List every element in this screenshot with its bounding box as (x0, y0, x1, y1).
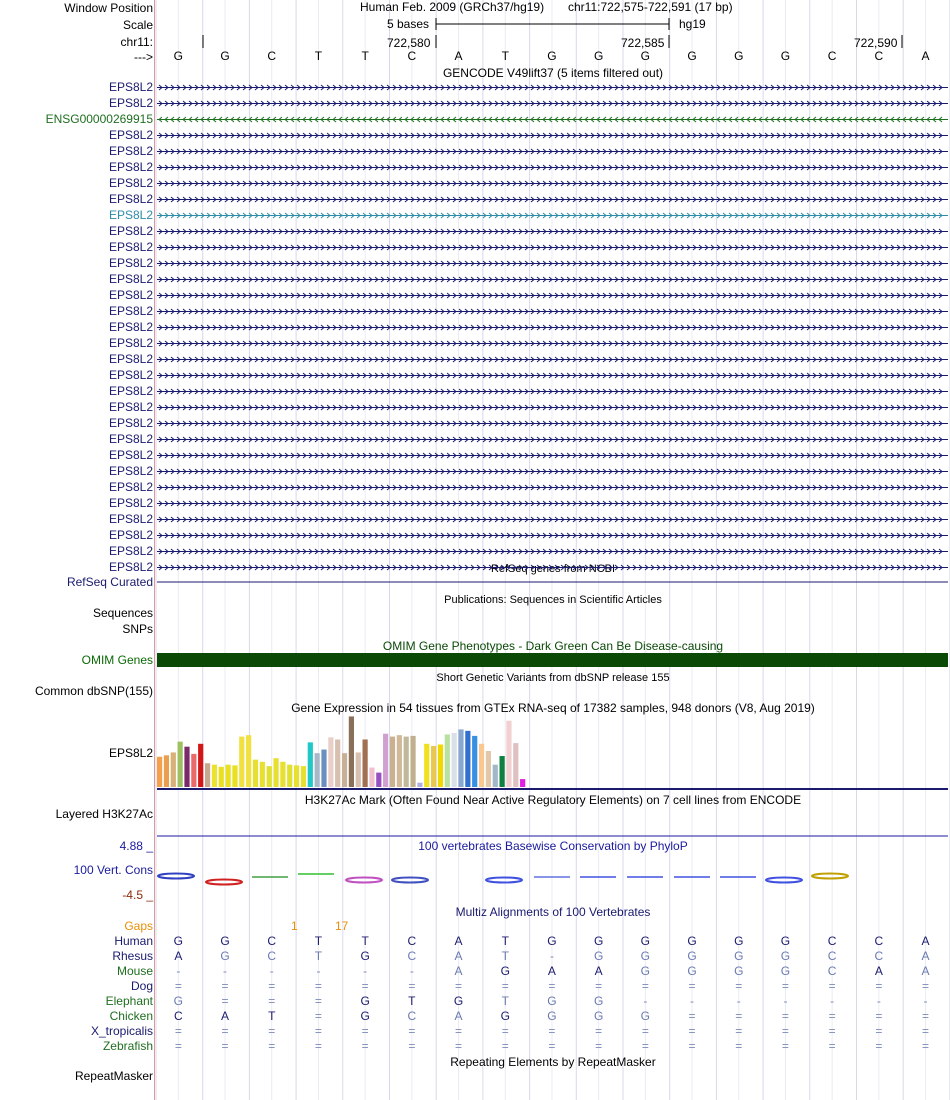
gencode-item-label[interactable]: EPS8L2 (108, 512, 153, 526)
sequence-base: G (734, 49, 744, 63)
alignment-base: G (687, 964, 697, 978)
gencode-item-label[interactable]: EPS8L2 (108, 96, 153, 110)
scale-label: Scale (122, 18, 153, 32)
alignment-base: C (267, 949, 277, 963)
chrom-label: chr11: (120, 35, 153, 49)
gap-count: 17 (335, 919, 349, 933)
alignment-base: G (547, 1009, 557, 1023)
phylop-glyph (346, 878, 382, 883)
gencode-item-label[interactable]: EPS8L2 (108, 544, 153, 558)
gencode-item-label[interactable]: EPS8L2 (108, 240, 153, 254)
alignment-base: G (593, 934, 604, 948)
gtex-tissue-bar (171, 752, 176, 787)
publications-track-title: Publications: Sequences in Scientific Articles (444, 594, 662, 606)
gtex-tissue-bar (184, 747, 189, 787)
gencode-item-label[interactable]: EPS8L2 (108, 352, 153, 366)
window-position-label: Window Position (64, 1, 153, 15)
refseq-track-label[interactable]: RefSeq Curated (66, 575, 153, 589)
alignment-base: G (780, 934, 791, 948)
alignment-base: - (736, 994, 741, 1008)
gtex-tissue-bar (178, 742, 183, 787)
alignment-base: = (828, 979, 836, 993)
alignment-base: A (921, 934, 930, 948)
gencode-item-label[interactable]: EPS8L2 (108, 192, 153, 206)
alignment-base: C (827, 964, 837, 978)
gtex-tissue-bar (280, 762, 285, 787)
alignment-base: = (828, 1039, 836, 1053)
alignment-base: = (314, 1039, 322, 1053)
alignment-base: G (220, 934, 230, 948)
gtex-tissue-bar (479, 744, 484, 787)
gtex-tissue-bar (500, 756, 505, 787)
alignment-base: = (501, 979, 509, 993)
gencode-item-label[interactable]: EPS8L2 (108, 432, 153, 446)
gencode-item-label[interactable]: EPS8L2 (108, 464, 153, 478)
alignment-base: = (781, 1039, 789, 1053)
alignment-base: = (221, 994, 229, 1008)
gtex-tissue-bar (267, 766, 272, 787)
gtex-tissue-bar (376, 773, 381, 787)
gtex-tissue-bar (472, 736, 477, 787)
sequence-base: T (314, 49, 323, 63)
alignment-base: = (875, 1009, 883, 1023)
alignment-base: G (640, 1009, 651, 1023)
alignment-base: G (547, 934, 557, 948)
alignment-base: = (455, 1024, 463, 1038)
sequence-base: C (267, 49, 277, 63)
phylop-min-label: -4.5 _ (122, 888, 153, 902)
sequence-base: G (640, 49, 651, 63)
alignment-base: G (734, 934, 744, 948)
gencode-item-label[interactable]: EPS8L2 (108, 400, 153, 414)
omim-track-label[interactable]: OMIM Genes (81, 653, 153, 667)
position-text: chr11:722,575-722,591 (17 bp) (568, 0, 733, 14)
alignment-base: - (830, 994, 835, 1008)
phylop-glyph (206, 880, 242, 885)
alignment-base: T (314, 934, 323, 948)
alignment-base: = (361, 1024, 369, 1038)
gencode-track-title: GENCODE V49lift37 (5 items filtered out) (442, 66, 664, 80)
alignment-base: - (363, 964, 368, 978)
gtex-tissue-bar (520, 779, 525, 787)
alignment-base: G (593, 1009, 604, 1023)
alignment-base: G (593, 949, 604, 963)
alignment-base: = (268, 994, 276, 1008)
alignment-base: - (690, 994, 695, 1008)
assembly-title: Human Feb. 2009 (GRCh37/hg19) (360, 0, 545, 14)
alignment-base: G (547, 994, 557, 1008)
gap-count: 1 (291, 919, 298, 933)
alignment-base: - (409, 964, 414, 978)
gtex-tissue-bar (335, 739, 340, 787)
scale-text: 5 bases (387, 17, 430, 31)
alignment-base: G (220, 949, 230, 963)
alignment-base: A (454, 949, 463, 963)
dbsnp-track-title: Short Genetic Variants from dbSNP release 155 (436, 672, 670, 684)
gtex-tissue-bar (342, 753, 347, 787)
gtex-tissue-bar (287, 765, 292, 787)
gencode-item-label[interactable]: EPS8L2 (108, 336, 153, 350)
alignment-base: = (875, 979, 883, 993)
alignment-base: T (314, 949, 323, 963)
sequence-base: C (827, 49, 837, 63)
repeatmasker-track-title: Repeating Elements by RepeatMasker (450, 1055, 656, 1069)
alignment-base: = (781, 1009, 789, 1023)
alignment-base: A (454, 964, 463, 978)
gtex-tissue-bar (506, 721, 511, 787)
gtex-tissue-bar (321, 750, 326, 787)
species-label[interactable]: Zebrafish (102, 1039, 153, 1053)
gtex-tissue-bar (308, 742, 313, 787)
gtex-tissue-bar (212, 765, 217, 787)
alignment-base: G (734, 964, 744, 978)
alignment-base: = (922, 1009, 930, 1023)
gencode-item-label[interactable]: EPS8L2 (108, 256, 153, 270)
alignment-base: C (407, 949, 417, 963)
gtex-tissue-bar (315, 753, 320, 787)
alignment-base: G (173, 994, 184, 1008)
gtex-tissue-bar (253, 760, 258, 787)
gencode-item-label[interactable]: EPS8L2 (108, 80, 153, 94)
alignment-base: = (641, 979, 649, 993)
h3k27ac-track-label[interactable]: Layered H3K27Ac (55, 807, 153, 821)
alignment-base: = (268, 1039, 276, 1053)
strand-label: ---> (134, 50, 153, 64)
phylop-glyph (812, 874, 848, 879)
gtex-tissue-bar (273, 758, 278, 787)
alignment-base: = (828, 1009, 836, 1023)
h3k27ac-track-title: H3K27Ac Mark (Often Found Near Active Regulatory Elements) on 7 cell lines from ENCODE (304, 793, 802, 807)
gencode-item-label[interactable]: EPS8L2 (108, 528, 153, 542)
alignment-base: C (874, 949, 884, 963)
alignment-base: C (827, 934, 837, 948)
sequence-base: G (547, 49, 557, 63)
alignment-base: A (921, 964, 930, 978)
gtex-tissue-bar (369, 768, 374, 787)
gtex-tissue-bar (431, 746, 436, 787)
alignment-base: = (922, 1039, 930, 1053)
alignment-base: C (874, 934, 884, 948)
db-text: hg19 (679, 17, 706, 31)
alignment-base: G (360, 1009, 370, 1023)
alignment-base: = (408, 1039, 416, 1053)
alignment-base: A (454, 934, 463, 948)
gtex-tissue-bar (417, 783, 422, 787)
phylop-glyph (392, 878, 428, 883)
alignment-base: = (268, 979, 276, 993)
alignment-base: G (453, 994, 464, 1008)
alignment-base: G (640, 949, 651, 963)
gencode-item-label[interactable]: EPS8L2 (108, 448, 153, 462)
gencode-item-label[interactable]: EPS8L2 (108, 480, 153, 494)
omim-track-title: OMIM Gene Phenotypes - Dark Green Can Be Disease-causing (382, 639, 724, 653)
alignment-base: = (688, 979, 696, 993)
sequence-base: G (687, 49, 697, 63)
alignment-base: = (455, 979, 463, 993)
alignment-base: = (735, 979, 743, 993)
alignment-base: - (223, 964, 228, 978)
sequence-base: G (173, 49, 184, 63)
gtex-tissue-bar (445, 734, 450, 787)
gencode-item-label[interactable]: EPS8L2 (108, 288, 153, 302)
gtex-tissue-bar (513, 743, 518, 787)
gtex-tissue-bar (410, 736, 415, 787)
gtex-tissue-bar (493, 765, 498, 787)
alignment-base: T (408, 994, 416, 1008)
alignment-base: = (595, 979, 603, 993)
gtex-tissue-bar (438, 745, 443, 787)
gtex-tissue-bar (486, 751, 491, 787)
alignment-base: = (735, 1009, 743, 1023)
phylop-glyph (486, 878, 522, 883)
phylop-track-label[interactable]: 100 Vert. Cons (73, 863, 153, 877)
gtex-tissue-bar (226, 765, 231, 787)
alignment-base: A (594, 964, 603, 978)
alignment-base: G (500, 964, 510, 978)
alignment-base: = (501, 1039, 509, 1053)
alignment-base: = (268, 1024, 276, 1038)
alignment-base: T (361, 934, 369, 948)
omim-gene-bar (157, 653, 948, 667)
alignment-base: = (361, 979, 369, 993)
alignment-base: = (781, 1024, 789, 1038)
gencode-item-label[interactable]: ENSG00000269915 (45, 112, 153, 126)
gtex-tissue-bar (458, 729, 463, 787)
alignment-base: = (314, 994, 322, 1008)
gencode-item-label[interactable]: EPS8L2 (108, 320, 153, 334)
gtex-tissue-bar (191, 754, 196, 787)
gtex-tissue-bar (239, 737, 244, 787)
sequence-base: C (874, 49, 884, 63)
publications-snps-label[interactable]: SNPs (122, 622, 153, 636)
alignment-base: = (595, 1039, 603, 1053)
alignment-base: = (501, 1024, 509, 1038)
gencode-item-label[interactable]: EPS8L2 (108, 128, 153, 142)
alignment-base: C (407, 934, 417, 948)
coord-tick-label: 722,585 (621, 36, 665, 50)
gencode-item-label[interactable]: EPS8L2 (108, 144, 153, 158)
gencode-item-label[interactable]: EPS8L2 (108, 208, 153, 222)
gencode-item-label[interactable]: EPS8L2 (108, 176, 153, 190)
sequence-base: T (361, 49, 369, 63)
alignment-base: G (360, 949, 370, 963)
gtex-tissue-bar (198, 744, 203, 787)
alignment-base: = (314, 1024, 322, 1038)
alignment-base: G (173, 934, 184, 948)
alignment-base: - (549, 949, 554, 963)
gencode-item-label[interactable]: EPS8L2 (108, 560, 153, 574)
gencode-item-label[interactable]: EPS8L2 (108, 160, 153, 174)
phylop-glyph (766, 878, 802, 883)
gaps-label: Gaps (124, 919, 153, 933)
gtex-tissue-bar (232, 765, 237, 787)
sequence-base: G (593, 49, 604, 63)
phylop-track-title: 100 vertebrates Basewise Conservation by PhyloP (418, 839, 688, 853)
alignment-base: - (923, 994, 928, 1008)
alignment-base: = (408, 1024, 416, 1038)
alignment-base: T (501, 949, 509, 963)
alignment-base: G (593, 994, 604, 1008)
species-label[interactable]: Human (114, 934, 153, 948)
alignment-base: = (595, 1024, 603, 1038)
gencode-item-label[interactable]: EPS8L2 (108, 496, 153, 510)
alignment-base: A (921, 949, 930, 963)
alignment-base: T (501, 994, 509, 1008)
species-label[interactable]: Elephant (105, 994, 153, 1008)
gtex-track-label[interactable]: EPS8L2 (108, 746, 153, 760)
sequence-base: G (220, 49, 230, 63)
alignment-base: A (221, 1009, 230, 1023)
gtex-tissue-bar (465, 731, 470, 787)
species-label[interactable]: Dog (130, 979, 153, 993)
gtex-tissue-bar (363, 739, 368, 787)
publications-sequences-label[interactable]: Sequences (92, 606, 153, 620)
alignment-base: - (876, 994, 881, 1008)
alignment-base: = (361, 1039, 369, 1053)
gtex-tissue-bar (246, 735, 251, 787)
multiz-track-title: Multiz Alignments of 100 Vertebrates (455, 905, 651, 919)
alignment-base: - (269, 964, 274, 978)
alignment-base: = (922, 1024, 930, 1038)
alignment-base: G (640, 934, 651, 948)
sequence-base: C (407, 49, 417, 63)
alignment-base: A (174, 949, 183, 963)
gtex-tissue-bar (260, 762, 265, 787)
alignment-base: - (176, 964, 181, 978)
alignment-base: C (267, 934, 277, 948)
alignment-base: G (500, 1009, 510, 1023)
alignment-base: = (688, 1009, 696, 1023)
alignment-base: T (268, 1009, 276, 1023)
alignment-base: = (221, 1024, 229, 1038)
alignment-base: G (734, 949, 744, 963)
alignment-base: G (360, 994, 370, 1008)
alignment-base: = (548, 1024, 556, 1038)
gtex-tissue-bar (157, 757, 162, 787)
species-label[interactable]: Mouse (116, 964, 153, 978)
alignment-base: = (314, 979, 322, 993)
alignment-base: = (735, 1039, 743, 1053)
gencode-item-label[interactable]: EPS8L2 (108, 416, 153, 430)
alignment-base: - (316, 964, 321, 978)
phylop-glyph (158, 874, 194, 879)
alignment-base: = (641, 1024, 649, 1038)
gencode-item-label[interactable]: EPS8L2 (108, 384, 153, 398)
alignment-base: = (221, 979, 229, 993)
alignment-base: = (688, 1024, 696, 1038)
repeatmasker-track-label[interactable]: RepeatMasker (74, 1069, 153, 1083)
alignment-base: A (874, 964, 883, 978)
sequence-base: A (921, 49, 930, 63)
gencode-item-label[interactable]: EPS8L2 (108, 224, 153, 238)
gtex-tissue-bar (356, 752, 361, 787)
alignment-base: = (408, 979, 416, 993)
alignment-base: - (783, 994, 788, 1008)
gencode-item-label[interactable]: EPS8L2 (108, 304, 153, 318)
species-label[interactable]: X_tropicalis (90, 1024, 153, 1038)
gtex-tissue-bar (205, 763, 210, 787)
gtex-tissue-bar (404, 737, 409, 787)
alignment-base: = (548, 1039, 556, 1053)
phylop-max-label: 4.88 _ (119, 839, 153, 853)
dbsnp-track-label[interactable]: Common dbSNP(155) (34, 684, 153, 698)
gtex-tissue-bar (164, 755, 169, 787)
gtex-tissue-bar (397, 735, 402, 787)
gtex-tissue-bar (328, 737, 333, 787)
alignment-base: G (780, 949, 791, 963)
alignment-base: T (501, 934, 509, 948)
alignment-base: = (548, 979, 556, 993)
alignment-base: A (454, 1009, 463, 1023)
species-label[interactable]: Chicken (109, 1009, 153, 1023)
alignment-base: = (828, 1024, 836, 1038)
alignment-base: - (643, 994, 648, 1008)
species-label[interactable]: Rhesus (112, 949, 153, 963)
gencode-item-label[interactable]: EPS8L2 (108, 272, 153, 286)
alignment-base: = (875, 1024, 883, 1038)
alignment-base: = (735, 1024, 743, 1038)
alignment-base: = (688, 1039, 696, 1053)
gtex-tissue-bar (424, 744, 429, 787)
alignment-base: = (174, 979, 182, 993)
gtex-tissue-bar (383, 734, 388, 787)
alignment-base: = (641, 1039, 649, 1053)
alignment-base: = (455, 1039, 463, 1053)
alignment-base: = (781, 979, 789, 993)
refseq-track-title: RefSeq genes from NCBI (490, 563, 616, 575)
alignment-base: G (640, 964, 651, 978)
gtex-track-title: Gene Expression in 54 tissues from GTEx RNA-seq of 17382 samples, 948 donors (V8, Aug 2019) (291, 701, 815, 715)
sequence-base: T (501, 49, 509, 63)
alignment-base: G (687, 949, 697, 963)
alignment-base: A (547, 964, 556, 978)
alignment-base: = (174, 1024, 182, 1038)
gtex-tissue-bar (390, 737, 395, 787)
gtex-tissue-bar (294, 765, 299, 787)
sequence-base: A (454, 49, 463, 63)
coord-tick-label: 722,580 (387, 36, 431, 50)
alignment-base: G (780, 964, 791, 978)
sequence-base: G (780, 49, 791, 63)
alignment-base: = (221, 1039, 229, 1053)
alignment-base: C (174, 1009, 183, 1023)
alignment-base: C (407, 1009, 417, 1023)
gtex-tissue-bar (452, 733, 457, 787)
alignment-base: = (922, 979, 930, 993)
gtex-tissue-bar (219, 767, 224, 787)
coord-tick-label: 722,590 (854, 36, 898, 50)
gencode-item-label[interactable]: EPS8L2 (108, 368, 153, 382)
alignment-base: = (174, 1039, 182, 1053)
alignment-base: C (827, 949, 837, 963)
alignment-base: = (875, 1039, 883, 1053)
gtex-tissue-bar (301, 766, 306, 787)
gtex-tissue-bar (349, 716, 354, 787)
alignment-base: = (314, 1009, 322, 1023)
alignment-base: G (687, 934, 697, 948)
